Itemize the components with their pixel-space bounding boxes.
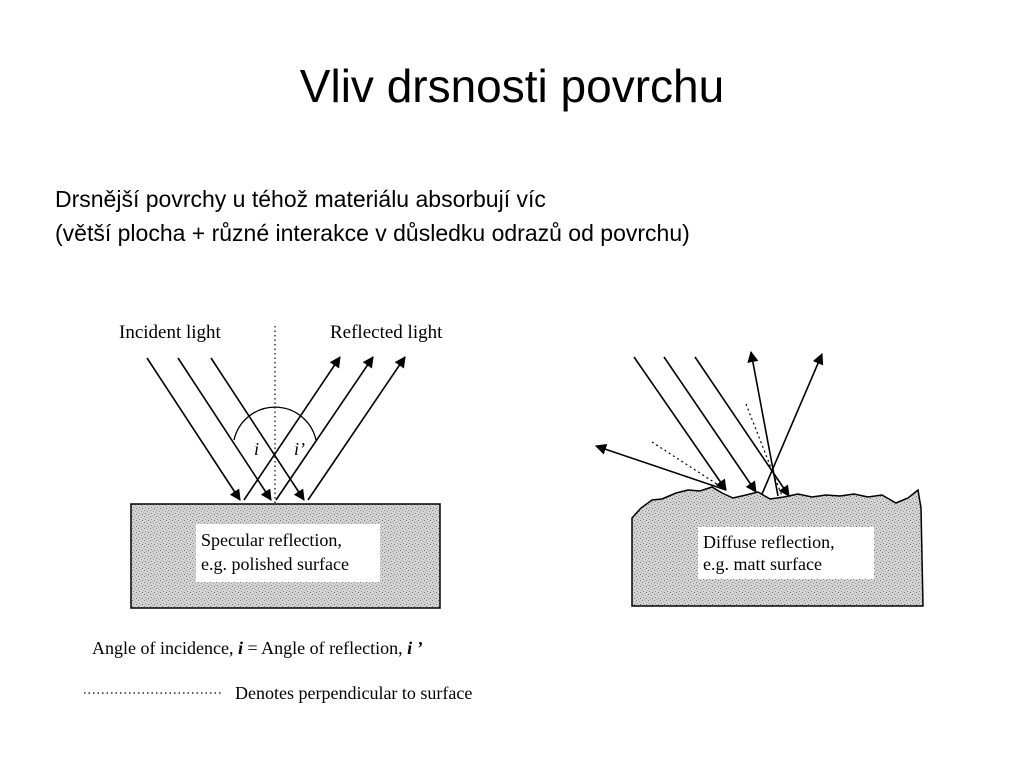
angle-equation-i-prime: i ’	[407, 638, 423, 658]
diffuse-reflected-ray-3	[762, 354, 822, 494]
specular-box-line1: Specular reflection,	[201, 530, 342, 550]
angle-i-prime-label: i’	[294, 439, 305, 459]
angle-equation-part2: = Angle of reflection,	[242, 638, 408, 658]
diffuse-diagram	[596, 352, 923, 606]
intro-line-1: Drsnější povrchy u téhož materiálu absorbují víc	[55, 186, 546, 212]
slide-title: Vliv drsnosti povrchu	[299, 60, 725, 112]
intro-line-2: (větší plocha + různé interakce v důsledku odrazů od povrchu)	[55, 220, 690, 246]
angle-i-label: i	[254, 439, 260, 459]
incident-ray-1	[147, 358, 240, 500]
diffuse-incident-ray-1	[634, 357, 726, 490]
diffuse-incident-ray-2	[664, 357, 756, 492]
specular-diagram	[119, 322, 443, 608]
figure-legend	[84, 638, 472, 703]
incident-light-label: Incident light	[119, 322, 221, 343]
angle-equation-part1: Angle of incidence,	[92, 638, 238, 658]
perpendicular-legend-label: Denotes perpendicular to surface	[235, 683, 473, 703]
diffuse-reflected-ray-1	[596, 446, 726, 490]
reflected-ray-2	[276, 357, 373, 500]
specular-box-line2: e.g. polished surface	[201, 554, 349, 574]
reflected-ray-1	[244, 357, 340, 500]
angle-equation-i: i	[237, 638, 243, 658]
diffuse-box-line1: Diffuse reflection,	[703, 532, 835, 552]
diffuse-normal-1	[652, 442, 726, 490]
reflected-light-label: Reflected light	[330, 322, 443, 343]
angle-equation	[92, 638, 423, 658]
reflected-ray-3	[308, 357, 405, 500]
diffuse-box-line2: e.g. matt surface	[703, 554, 822, 574]
diffuse-reflected-ray-2	[751, 352, 778, 496]
